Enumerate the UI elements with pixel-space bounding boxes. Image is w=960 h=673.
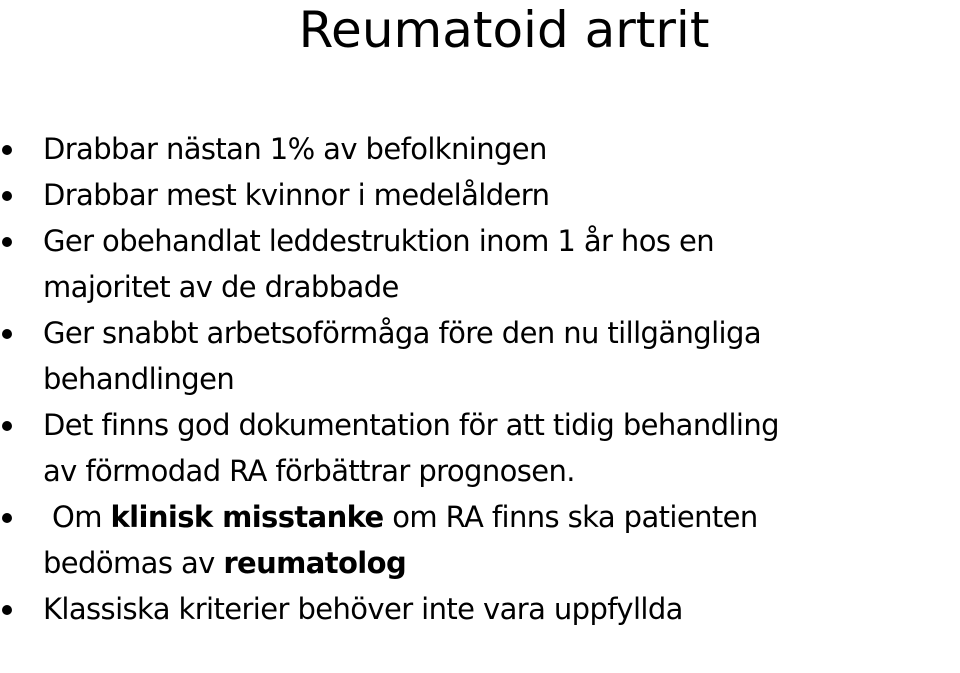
slide-title: Reumatoid artrit bbox=[298, 1, 710, 59]
bullet-text: Ger obehandlat leddestruktion inom 1 år hos en bbox=[43, 224, 715, 258]
bullet-dot-icon bbox=[2, 145, 12, 155]
bullet-text-continuation bbox=[43, 540, 960, 586]
bullet-item bbox=[0, 402, 960, 494]
bullet-text-continuation: av förmodad RA förbättrar prognosen. bbox=[43, 454, 575, 488]
bullet-dot-icon bbox=[2, 605, 12, 615]
bullet-text: Ger snabbt arbetsoförmåga före den nu tillgängliga bbox=[43, 316, 761, 350]
bullet-text: Drabbar mest kvinnor i medelåldern bbox=[43, 178, 550, 212]
bullet-list bbox=[0, 126, 960, 632]
bullet-item bbox=[0, 126, 960, 172]
bullet-item bbox=[0, 218, 960, 310]
bullet-item bbox=[0, 494, 960, 586]
emphasized-text: reumatolog bbox=[223, 546, 407, 580]
bullet-text-continuation: majoritet av de drabbade bbox=[43, 270, 399, 304]
bullet-dot-icon bbox=[2, 421, 12, 431]
bullet-dot-icon bbox=[2, 329, 12, 339]
bullet-dot-icon bbox=[2, 513, 12, 523]
bullet-dot-icon bbox=[2, 237, 12, 247]
bullet-text: Det finns god dokumentation för att tidig behandling bbox=[43, 408, 779, 442]
emphasized-text: klinisk misstanke bbox=[110, 500, 384, 534]
text-run: bedömas av bbox=[43, 546, 224, 580]
bullet-text bbox=[43, 494, 960, 540]
bullet-text-continuation: behandlingen bbox=[43, 362, 235, 396]
bullet-text: Drabbar nästan 1% av befolkningen bbox=[43, 132, 547, 166]
text-run: om RA finns ska patienten bbox=[383, 500, 758, 534]
bullet-dot-icon bbox=[2, 191, 12, 201]
bullet-text: Klassiska kriterier behöver inte vara uppfyllda bbox=[43, 592, 683, 626]
bullet-item bbox=[0, 310, 960, 402]
bullet-item bbox=[0, 586, 960, 632]
text-run: Om bbox=[52, 500, 111, 534]
bullet-item bbox=[0, 172, 960, 218]
